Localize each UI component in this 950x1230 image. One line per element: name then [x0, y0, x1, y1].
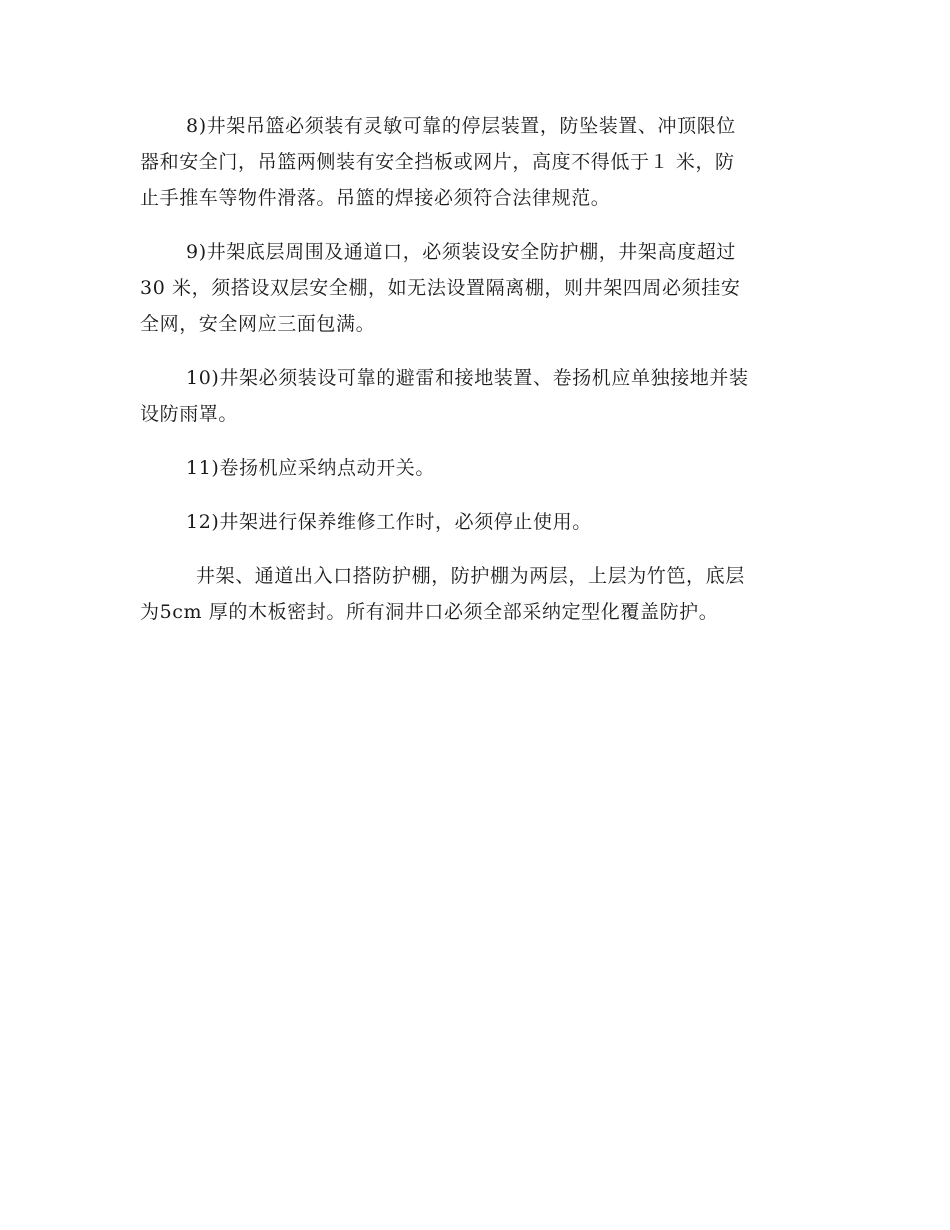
paragraph-8 — [140, 108, 808, 216]
paragraph-11 — [140, 450, 808, 486]
paragraph-line: 为5cm 厚的木板密封。所有洞井口必须全部采纳定型化覆盖防护。 — [140, 601, 719, 623]
paragraph-line: 8)井架吊篮必须装有灵敏可靠的停层装置，防坠装置、冲顶限位 — [186, 115, 736, 137]
document-body — [140, 108, 808, 648]
paragraph-line: 11)卷扬机应采纳点动开关。 — [186, 457, 435, 479]
paragraph-line: 全网，安全网应三面包满。 — [140, 313, 376, 335]
paragraph-line: 10)井架必须装设可靠的避雷和接地装置、卷扬机应单独接地并装 — [186, 367, 749, 389]
paragraph-protective-shed — [140, 558, 808, 630]
paragraph-10 — [140, 360, 808, 432]
paragraph-line: 井架、通道出入口搭防护棚，防护棚为两层，上层为竹笆，底层 — [196, 565, 745, 587]
paragraph-line: 止手推车等物件滑落。吊篮的焊接必须符合法律规范。 — [140, 187, 611, 209]
paragraph-9 — [140, 234, 808, 342]
paragraph-line: 12)井架进行保养维修工作时，必须停止使用。 — [186, 511, 592, 533]
paragraph-line: 9)井架底层周围及通道口，必须装设安全防护棚，井架高度超过 — [186, 241, 736, 263]
paragraph-line: 器和安全门，吊篮两侧装有安全挡板或网片，高度不得低于１ 米，防 — [140, 151, 735, 173]
paragraph-line: 30 米，须搭设双层安全棚，如无法设置隔离棚，则井架四周必须挂安 — [140, 277, 741, 299]
paragraph-12 — [140, 504, 808, 540]
paragraph-line: 设防雨罩。 — [140, 403, 239, 425]
